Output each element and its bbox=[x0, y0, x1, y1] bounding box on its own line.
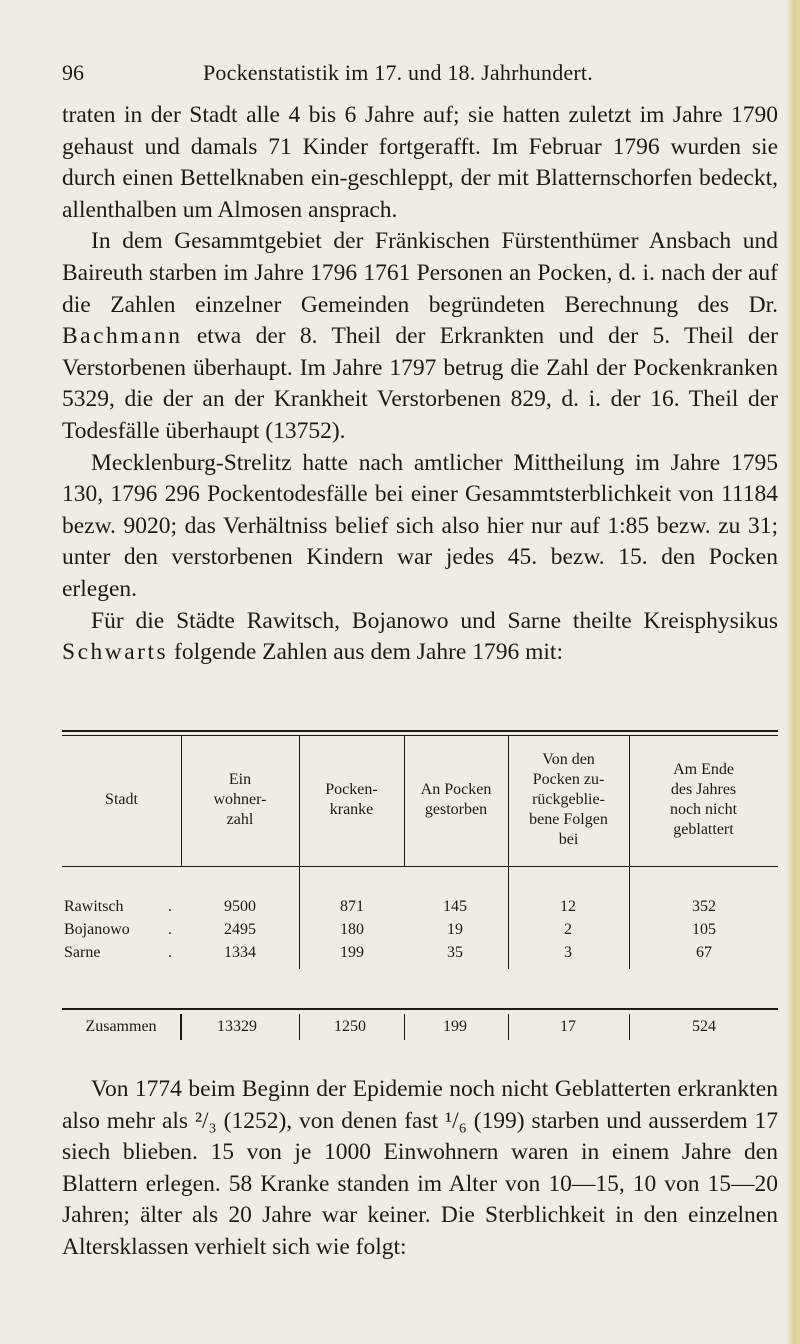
column-divider bbox=[299, 867, 300, 969]
row-stadt: Sarne bbox=[64, 944, 101, 961]
paragraph: Für die Städte Rawitsch, Bojanowo und Sarne theilte Kreisphysikus Schwarts folgende Zahlen aus dem Jahre 1796 mit: bbox=[62, 607, 778, 666]
cell-folgen: 12 bbox=[560, 898, 576, 915]
page-header bbox=[62, 56, 762, 90]
running-title: Pockenstatistik im 17. und 18. Jahrhundert. bbox=[203, 60, 593, 85]
header-stadt: Stadt bbox=[105, 791, 138, 808]
table-top-rule bbox=[62, 730, 778, 732]
total-gestorben: 199 bbox=[443, 1018, 467, 1035]
total-kranke: 1250 bbox=[334, 1018, 366, 1035]
row-stadt: Rawitsch bbox=[64, 898, 124, 915]
column-divider bbox=[629, 1014, 630, 1040]
cell-kranke: 199 bbox=[340, 944, 364, 961]
cell-gestorben: 35 bbox=[447, 944, 463, 961]
header-rule bbox=[62, 866, 778, 867]
cell-ende: 67 bbox=[696, 944, 712, 961]
cell-ende: 352 bbox=[692, 898, 716, 915]
author-name: Bachmann bbox=[62, 323, 183, 350]
total-rule bbox=[62, 1008, 778, 1010]
header-pockenkranke: Pocken- kranke bbox=[325, 781, 378, 818]
page-edge bbox=[786, 0, 800, 1344]
paragraph: Mecklenburg-Strelitz hatte nach amtlicher Mittheilung im Jahre 1795 130, 1796 296 Pockentodesfälle bei einer Gesammtsterblichkeit von 11184 bezw. 9020; das Verhältniss belief sich also hier nur auf 1:85 bezw. zu 31; unter den verstorbenen Kindern war jedes 45. bezw. 15. den Pocken erlegen. bbox=[62, 449, 778, 602]
cell-gestorben: 19 bbox=[447, 921, 463, 938]
cell-kranke: 180 bbox=[340, 921, 364, 938]
header-gestorben: An Pocken gestorben bbox=[420, 781, 492, 818]
cell-ende: 105 bbox=[692, 921, 716, 938]
body-text-top bbox=[62, 100, 778, 669]
total-folgen: 17 bbox=[560, 1018, 576, 1035]
cell-folgen: 3 bbox=[564, 944, 572, 961]
cell-gestorben: 145 bbox=[443, 898, 467, 915]
column-divider bbox=[629, 867, 630, 969]
cell-kranke: 871 bbox=[340, 898, 364, 915]
total-ende: 524 bbox=[692, 1018, 716, 1035]
column-divider bbox=[508, 1014, 509, 1040]
page-number: 96 bbox=[62, 60, 84, 85]
total-einwohner: 13329 bbox=[217, 1018, 257, 1035]
row-stadt: Bojanowo bbox=[64, 921, 130, 938]
paragraph: Von 1774 beim Beginn der Epidemie noch nicht Geblatterten erkrankten also mehr als ²/₃ (1252), von denen fast ¹/₆ (199) starben und ausserdem 17 siech blieben. 15 von je 1000 Einwohnern waren in einem Jahre den Blattern erlegen. 58 Kranke standen im Alter von 10—15, 10 von 15—20 Jahren; älter als 20 Jahre war keiner. Die Sterblichkeit in den einzelnen Altersklassen verhielt sich wie folgt: bbox=[62, 1076, 778, 1260]
cell-folgen: 2 bbox=[564, 921, 572, 938]
header-einwohnerzahl: Ein wohner- zahl bbox=[213, 771, 267, 828]
cell-einwohner: 9500 bbox=[224, 898, 256, 915]
body-text-bottom bbox=[62, 1074, 778, 1264]
column-divider bbox=[508, 867, 509, 969]
paragraph: traten in der Stadt alle 4 bis 6 Jahre auf; sie hatten zuletzt im Jahre 1790 gehaust und damals 71 Kinder fortgerafft. Im Februar 1796 wurden sie durch einen Bettelknaben ein-geschleppt, der mit Blatternschorfen bedeckt, allenthalben um Almosen ansprach. bbox=[62, 102, 778, 223]
header-folgen: Von den Pocken zu- rückgeblie- bene Folgen bei bbox=[529, 751, 608, 848]
statistics-table: Stadt Ein wohner- zahl Pocken- kranke An Pocken gestorben Von den Pocken zu- rückgeblie- bene Folgen bei Am Ende des Jahres noch nicht geblattert Rawitsch . 9500 871 145 12 352 Bojanowo . 2495 180 19 2 105 Sarne . 1334 199 35 3 67 Zusammen 13329 1250 199 17 524 bbox=[62, 730, 778, 1062]
paragraph: In dem Gesammtgebiet der Fränkischen Fürstenthümer Ansbach und Baireuth starben im Jahre 1796 1761 Personen an Pocken, d. i. nach der auf die Zahlen einzelner Gemeinden begründeten Berechnung des Dr. Bachmann etwa der 8. Theil der Erkrankten und der 5. Theil der Verstorbenen überhaupt. Im Jahre 1797 betrug die Zahl der Pockenkranken 5329, die der an der Krankheit Verstorbenen 829, d. i. der 16. Theil der Todesfälle überhaupt (13752). bbox=[62, 228, 778, 444]
header-nicht-geblattert: Am Ende des Jahres noch nicht geblattert bbox=[669, 761, 738, 838]
cell-einwohner: 2495 bbox=[224, 921, 256, 938]
cell-einwohner: 1334 bbox=[224, 944, 256, 961]
total-label: Zusammen bbox=[85, 1018, 157, 1035]
author-name: Schwarts bbox=[62, 639, 169, 666]
